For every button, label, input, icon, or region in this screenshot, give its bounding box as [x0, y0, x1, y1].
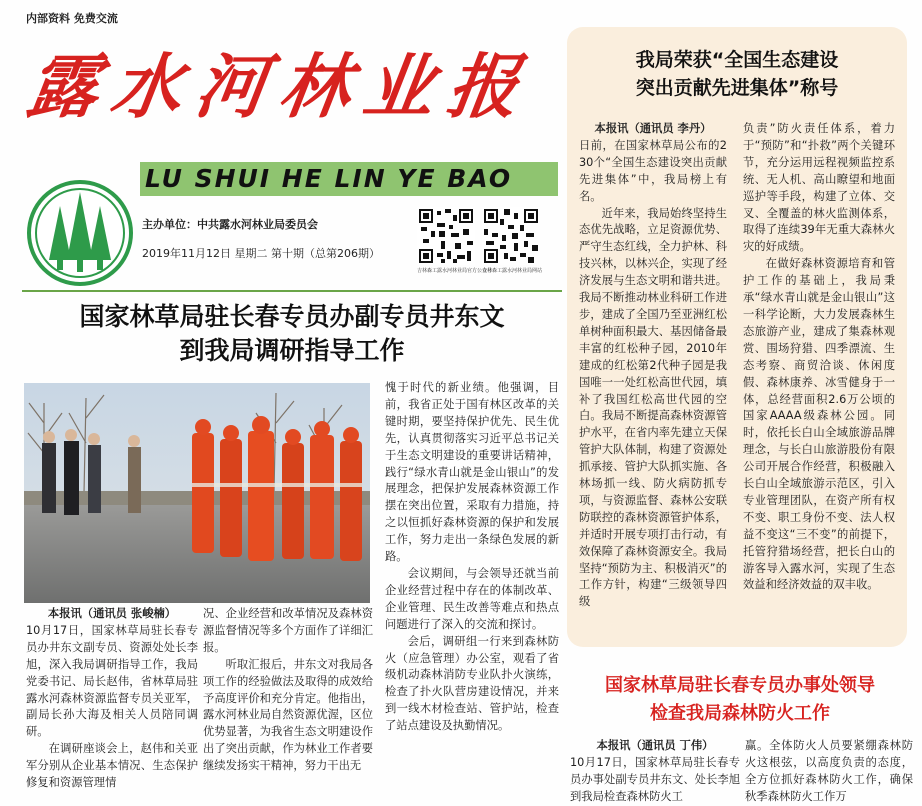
article1-column-3 [385, 380, 559, 735]
article3-column-1 [570, 738, 740, 806]
article1-col2-para1: 况、企业经营和改革情况及森林资源监督情况等多个方面作了详细汇报。 [203, 607, 373, 654]
article2-headline-line2: 突出贡献先进集体”称号 [635, 77, 839, 99]
article3-headline-line1: 国家林草局驻长春专员办事处领导 [605, 675, 875, 696]
wechat-qr-code-icon [417, 207, 475, 265]
sponsor-line: 主办单位：中共露水河林业局委员会 [142, 218, 318, 231]
firefighters-photo [24, 383, 370, 603]
article2-byline [579, 121, 727, 138]
article1-headline-line2: 到我局调研指导工作 [179, 336, 405, 365]
article1-col2-para2: 听取汇报后，井东文对我局各项工作的经验做法及取得的成效给予高度评价和充分肯定。他指出，露水河林业局自然资源优渥，区位优势显著，为我省生态文明建设作出了突出贡献，作为林业工作者要继续发扬实干精神，努力干出无 [203, 657, 373, 773]
article3-col1-para1: 10月17日，国家林草局驻长春专员办事处副专员井东文、处长李旭到我局检查森林防火工 [570, 755, 740, 803]
forest-logo-icon [27, 180, 133, 286]
article1-col1-para2: 在调研座谈会上，赵伟和关亚军分别从企业基本情况、生态保护修复和资源管理情 [26, 742, 198, 790]
article1-col3-para1: 愧于时代的新业绩。他强调，目前，我省正处于国有林区改革的关键时期，要坚持保护优先、民生优先，认真贯彻落实习近平总书记关于生态文明建设的重要讲话精神，践行“绿水青山就是金山银山”的发展理念，把保护发展森林资源工作摆在突出位置，采取有力措施，持之以恒抓好森林资源的保护和发展工作，努力走出一条绿色发展的新路。 [385, 381, 559, 564]
article2-col1-para1: 日前，在国家林草局公布的230个“全国生态建设突出贡献先进集体”中，我局榜上有名。 [579, 138, 727, 203]
article1-col3-para3: 会后，调研组一行来到森林防火（应急管理）办公室，观看了省级机动森林消防专业队扑火演练，检查了扑火队营房建设情况，并来到一线木材检查站、管护站，检查了站点建设及执勤情况。 [385, 634, 559, 733]
qr1-caption: 吉林森工露水河林业局官方公众号 [417, 268, 493, 274]
article3-headline-line2: 检查我局森林防火工作 [650, 703, 830, 724]
top-note: 内部资料 免费交流 [26, 12, 118, 25]
article2-column-1 [579, 121, 727, 611]
article2-byline-text: 本报讯（通讯员 李丹） [594, 122, 712, 135]
article1-byline [26, 606, 198, 623]
article1-col1-para1: 10月17日，国家林草局驻长春专员办井东文副专员、资源处处长李旭，深入我局调研指导工作，我局党委书记、局长赵伟，省林草局驻露水河森林资源监督专员关亚军，副局长孙大海及相关人员陪同调研。 [26, 623, 198, 739]
masthead-title [22, 32, 558, 148]
masthead-title-text: 露水河林业报 [22, 45, 538, 128]
article2-col1-para2: 近年来，我局始终坚持生态优先战略，立足资源优势、严守生态红线，全力护林、科技兴林，以林兴企，实现了经济发展与生态文明和谐共进。我局不断推动林业科研工作进步，建成了全国乃至亚洲红松单树种面积最大、基因储备最丰富的红松种子园，2010年建成的红松第2代种子园是我国唯一一处红松高世代园，填补了我国红松高世代园的空白。我局不断提高森林资源管护水平，在省内率先建立天保管护大队体制，构建了资源处抓承接、管护大队抓实施、各林场抓一线、防火病防抓专项，与资源监督、森林公安联防联控的森林资源管护体系，并适时开展专项打击行动，有效保障了森林资源安全。我局坚持“预防为主、积极消灭”的工作方针，构建“三级领导四级 [579, 206, 727, 609]
article1-byline-text: 本报讯（通讯员 张峻楠） [47, 607, 177, 620]
article1-col3-para2: 会议期间，与会领导还就当前企业经营过程中存在的体制改革、企业管理、民生改善等难点和热点问题进行了深入的交流和探讨。 [385, 566, 559, 631]
article2-column-2 [743, 121, 895, 594]
article2-col2-para2: 在做好森林资源培育和管护工作的基础上，我局秉承“绿水青山就是金山银山”这一科学论断，大力发展森林生态旅游产业，建成了集森林观赏、围场狩猎、四季漂流、生态考察、商贸洽谈、休闲度假、森林康养、冰雪健身于一体，总经营面积2.6万公顷的国家AAAA级森林公园。同时，依托长白山全域旅游品牌理念，与长白山旅游股份有限公司开展合作经营，积极融入长白山全域旅游示范区，引入专业管理团队，在资产所有权不变、职工身份不变、法人权益不变这“三不变”的前提下，托管狩猎场经营，把长白山的游客导入露水河，实现了生态效益和经济效益的双丰收。 [743, 257, 895, 592]
article2-col2-para1: 负责”防火责任体系，着力于“预防”和“扑救”两个关键环节，充分运用远程视频监控系统、无人机、高山瞭望和地面巡护等手段，构建了立体、交叉、全覆盖的林火监测体系，取得了连续39年无重大森林火灾的好成绩。 [743, 122, 895, 254]
article2-headline-line1: 我局荣获“全国生态建设 [635, 49, 839, 71]
article3-column-2 [745, 738, 913, 806]
article3-byline [570, 738, 740, 755]
article3-headline [567, 672, 913, 728]
article1-column-2 [203, 606, 373, 775]
article1-headline [22, 300, 562, 368]
qr2-caption: 吉林森工露水河林业局网站 [482, 268, 543, 274]
header-rule [22, 290, 562, 292]
article2-headline [575, 46, 899, 102]
article1-column-1 [26, 606, 198, 792]
issue-dateline: 2019年11月12日 星期二 第十期（总第206期） [142, 247, 380, 260]
website-qr-code-icon [482, 207, 540, 265]
article1-headline-line1: 国家林草局驻长春专员办副专员井东文 [79, 302, 505, 331]
masthead-pinyin: LU SHUI HE LIN YE BAO [145, 164, 513, 193]
article3-byline-text: 本报讯（通讯员 丁伟） [596, 739, 714, 752]
article3-col2-para1: 赢。全体防火人员要紧绷森林防火这根弦，以高度负责的态度，全方位抓好森林防火工作，确保秋季森林防火工作万 [745, 739, 913, 803]
